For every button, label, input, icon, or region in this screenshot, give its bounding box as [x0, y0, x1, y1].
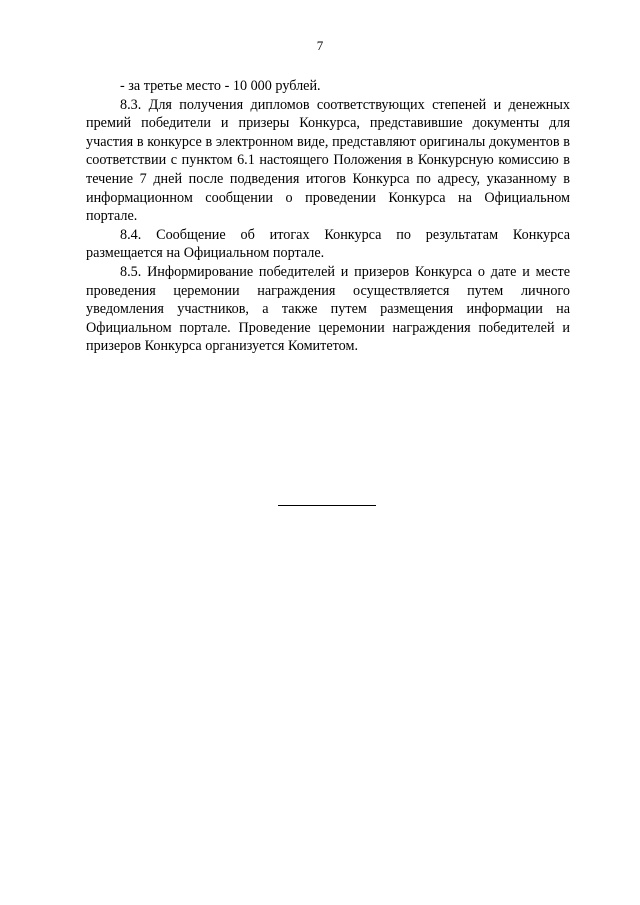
page-number: 7: [316, 38, 324, 53]
paragraph-third-place-prize: - за третье место - 10 000 рублей.: [120, 78, 321, 94]
document-body: [86, 77, 570, 356]
paragraph-8-5: 8.5. Информирование победителей и призеров Конкурса о дате и месте проведения церемонии награждения осуществляется путем личного уведомления участников, а также путем размещения информации на Официальном портале. Проведение церемонии награждения победителей и призеров Конкурса организуется Комитетом.: [86, 263, 570, 355]
paragraph-8-3: 8.3. Для получения дипломов соответствующих степеней и денежных премий победители и призеры Конкурса, представившие документы для участия в конкурсе в электронном виде, представляют оригиналы документов в соответствии с пунктом 6.1 настоящего Положения в Конкурсную комиссию в течение 7 дней после подведения итогов Конкурса по адресу, указанному в информационном сообщении о проведении Конкурса на Официальном портале.: [86, 96, 570, 225]
paragraph-8-4: 8.4. Сообщение об итогах Конкурса по результатам Конкурса размещается на Официальном портале.: [86, 226, 570, 262]
end-of-document-divider: [278, 505, 376, 506]
